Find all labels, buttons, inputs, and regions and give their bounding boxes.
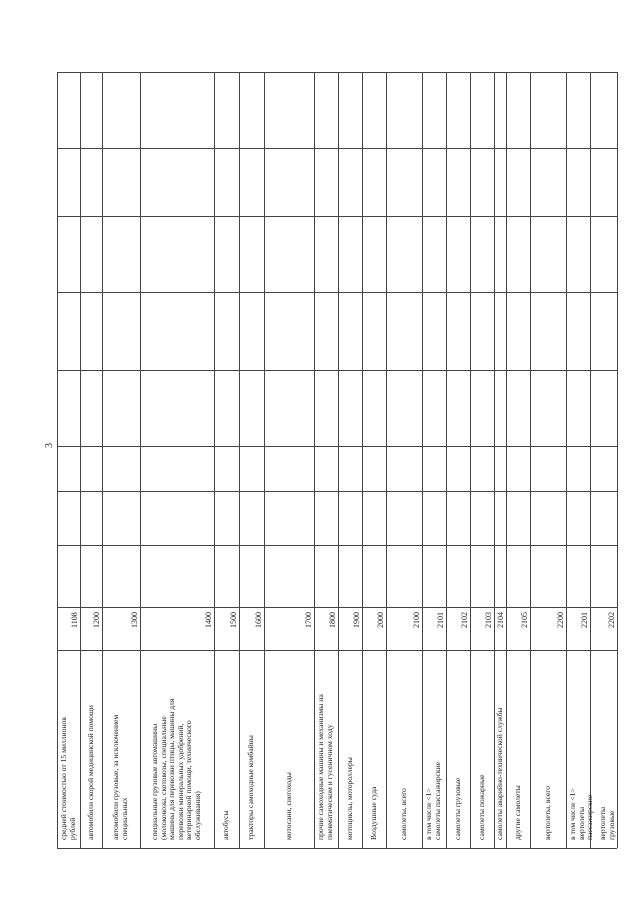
row-name: мотосани, снегоходы — [283, 772, 293, 840]
row-code: 1700 — [304, 612, 313, 628]
row-code: 2105 — [520, 612, 529, 628]
row-code: 1500 — [229, 612, 238, 628]
table-row-line — [57, 446, 617, 447]
row-name: самолеты аварийно-технической службы — [494, 707, 504, 840]
row-code: 2103 — [484, 612, 493, 628]
row-name: мотоциклы, мотороллеры — [344, 757, 354, 840]
table-row-line — [57, 72, 617, 73]
row-code: 1200 — [92, 612, 101, 628]
table-column-line — [140, 72, 141, 848]
table-column-line — [386, 72, 387, 848]
table-column-line — [102, 72, 103, 848]
row-name: специальные грузовые автомашины (молоковозы, скотовозы, специальные машины для перевозки птицы, машины для перевозки минеральных удобрений, ветеринарной помощи, технического обслуживания) — [150, 698, 203, 840]
row-name: самолеты, всего — [398, 788, 408, 840]
table-column-line — [80, 72, 81, 848]
table-column-line — [566, 72, 567, 848]
table-column-line — [470, 72, 471, 848]
table-row-line — [57, 607, 617, 608]
table-column-line — [239, 72, 240, 848]
row-code: 2100 — [412, 612, 421, 628]
row-name: вертолеты, всего — [542, 786, 552, 840]
table-column-line — [57, 72, 58, 848]
row-name: в том числе <1> самолеты пассажирские — [424, 761, 442, 840]
table-row-line — [57, 848, 617, 849]
row-name: Воздушные суда — [368, 786, 378, 840]
table-row-line — [57, 370, 617, 371]
row-code: 1400 — [204, 612, 213, 628]
row-code: 1900 — [352, 612, 361, 628]
table-row-line — [57, 216, 617, 217]
table-column-line — [617, 72, 618, 848]
row-name: автомобили скорой медицинской помощи — [85, 705, 95, 840]
table-row-line — [57, 148, 617, 149]
row-code: 2101 — [436, 612, 445, 628]
row-name: средней стоимостью от 15 миллионов рублей — [58, 717, 77, 840]
row-name: вертолеты грузовые — [598, 806, 616, 840]
row-name: прочие самоходные машины и механизмы на пневматическом и гусеничном ходу — [316, 694, 334, 840]
table-column-line — [506, 72, 507, 848]
table-row-line — [57, 545, 617, 546]
table-column-line — [314, 72, 315, 848]
table-column-line — [422, 72, 423, 848]
table-row-line — [57, 491, 617, 492]
table-column-line — [446, 72, 447, 848]
row-code: 1108 — [70, 612, 79, 628]
row-code: 2200 — [556, 612, 565, 628]
row-code: 2104 — [496, 612, 505, 628]
page-number: 3 — [44, 443, 55, 448]
table-column-line — [264, 72, 265, 848]
table-row-line — [57, 292, 617, 293]
row-code: 1300 — [130, 612, 139, 628]
table-column-line — [590, 72, 591, 848]
table-column-line — [530, 72, 531, 848]
row-name: самолеты грузовые — [452, 777, 462, 840]
row-code: 2202 — [607, 612, 616, 628]
row-name: тракторы самоходные комбайны — [246, 735, 256, 840]
row-code: 2102 — [460, 612, 469, 628]
table-column-line — [338, 72, 339, 848]
table-column-line — [214, 72, 215, 848]
row-name: автомобили грузовые, за исключением специальных — [111, 714, 129, 840]
row-code: 1600 — [254, 612, 263, 628]
row-code: 2000 — [376, 612, 385, 628]
row-name: автобусы — [221, 810, 231, 840]
row-name: самолеты пожарные — [476, 774, 486, 840]
row-name: другие самолеты — [512, 785, 522, 840]
table-column-line — [362, 72, 363, 848]
row-code: 2201 — [580, 612, 589, 628]
table-row-line — [57, 650, 617, 651]
row-code: 1800 — [328, 612, 337, 628]
row-name: в том числе <1> вертолеты пассажирские — [568, 788, 595, 840]
